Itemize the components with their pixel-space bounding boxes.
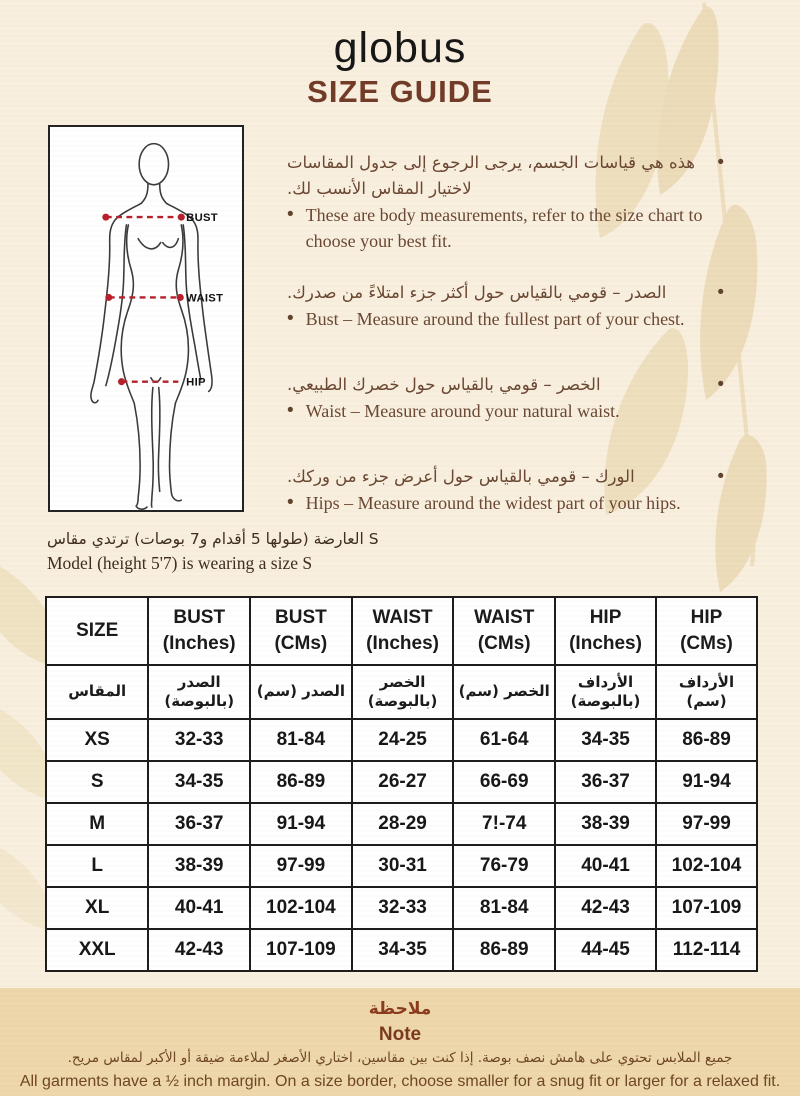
value-cell: 30-31 [352, 845, 454, 887]
table-row [46, 929, 757, 971]
table-header-ar-row [46, 665, 757, 719]
value-cell: 40-41 [148, 887, 250, 929]
bullet-icon: • [717, 152, 724, 173]
value-cell: 61-64 [453, 719, 555, 761]
model-note [47, 528, 747, 575]
value-cell: 107-109 [656, 887, 757, 929]
value-cell: 38-39 [148, 845, 250, 887]
bullet-icon: • [287, 400, 294, 421]
waist-label: WAIST [186, 292, 224, 305]
value-cell: 86-89 [250, 761, 352, 803]
header-cell-ar: الصدر (سم) [250, 665, 352, 719]
table-header-en-row [46, 597, 757, 665]
size-cell: XS [46, 719, 148, 761]
page-title: SIZE GUIDE [307, 74, 493, 109]
value-cell: 7!-74 [453, 803, 555, 845]
bullet-text: Waist – Measure around your natural waist. [305, 401, 620, 421]
header-cell: BUST (Inches) [148, 597, 250, 665]
table-row [46, 761, 757, 803]
value-cell: 38-39 [555, 803, 656, 845]
table-row [46, 845, 757, 887]
size-cell: XL [46, 887, 148, 929]
value-cell: 42-43 [555, 887, 656, 929]
bust-label: BUST [186, 212, 218, 225]
bullet-icon: • [717, 466, 724, 487]
value-cell: 34-35 [555, 719, 656, 761]
bullet-item [287, 202, 724, 254]
bullet-icon: • [287, 308, 294, 329]
note-band [0, 988, 800, 1096]
header-cell: WAIST (Inches) [352, 597, 454, 665]
bullet-icon: • [717, 282, 724, 303]
value-cell: 24-25 [352, 719, 454, 761]
value-cell: 32-33 [148, 719, 250, 761]
value-cell: 36-37 [555, 761, 656, 803]
header-cell: HIP (CMs) [656, 597, 757, 665]
header-cell-ar: المقاس [46, 665, 148, 719]
size-cell: S [46, 761, 148, 803]
value-cell: 81-84 [453, 887, 555, 929]
note-body-ar: جميع الملابس تحتوي على هامش نصف بوصة. إذا كنت بين مقاسين، اختاري الأصغر لملاءمة ضيقة أو الأكبر لمقاس مريح. [67, 1050, 733, 1066]
header-cell-ar: الصدر (بالبوصة) [148, 665, 250, 719]
header-cell-ar: الأرداف (سم) [656, 665, 757, 719]
value-cell: 28-29 [352, 803, 454, 845]
size-table [45, 596, 758, 972]
note-title-ar: ملاحظة [368, 999, 432, 1019]
bullet-item [287, 306, 724, 332]
value-cell: 76-79 [453, 845, 555, 887]
bullet-icon: • [287, 204, 294, 225]
figure-box [48, 125, 244, 512]
bullet-text: الورك – قومي بالقياس حول أعرض جزء من وركك. [287, 467, 635, 486]
bullet-text: الصدر – قومي بالقياس حول أكثر جزء امتلاءً من صدرك. [287, 283, 667, 302]
value-cell: 42-43 [148, 929, 250, 971]
bullet-item [287, 150, 724, 202]
size-cell: M [46, 803, 148, 845]
size-cell: XXL [46, 929, 148, 971]
model-note-ar: العارضة (طولها 5 أقدام و7 بوصات) ترتدي مقاس S [47, 530, 379, 548]
bullet-item [287, 398, 724, 424]
value-cell: 102-104 [250, 887, 352, 929]
bullet-text: الخصر – قومي بالقياس حول خصرك الطبيعي. [287, 375, 601, 394]
value-cell: 44-45 [555, 929, 656, 971]
header-cell: WAIST (CMs) [453, 597, 555, 665]
bullet-text: These are body measurements, refer to the size chart to choose your best fit. [305, 205, 703, 251]
value-cell: 86-89 [656, 719, 757, 761]
size-cell: L [46, 845, 148, 887]
header-cell: HIP (Inches) [555, 597, 656, 665]
value-cell: 34-35 [148, 761, 250, 803]
note-body-en: All garments have a ½ inch margin. On a size border, choose smaller for a snug fit or larger for a relaxed fit. [19, 1073, 781, 1090]
value-cell: 91-94 [656, 761, 757, 803]
header-cell: SIZE [46, 597, 148, 665]
table-row [46, 803, 757, 845]
header-cell: BUST (CMs) [250, 597, 352, 665]
bullet-item [287, 490, 724, 516]
value-cell: 86-89 [453, 929, 555, 971]
value-cell: 112-114 [656, 929, 757, 971]
value-cell: 102-104 [656, 845, 757, 887]
bullet-item [287, 280, 724, 306]
header-cell-ar: الخصر (بالبوصة) [352, 665, 454, 719]
header-cell-ar: الخصر (سم) [453, 665, 555, 719]
table-row [46, 887, 757, 929]
bullet-icon: • [287, 492, 294, 513]
bullet-text: هذه هي قياسات الجسم، يرجى الرجوع إلى جدول المقاسات لاختيار المقاس الأنسب لك. [287, 153, 696, 198]
value-cell: 26-27 [352, 761, 454, 803]
value-cell: 34-35 [352, 929, 454, 971]
value-cell: 40-41 [555, 845, 656, 887]
hip-label: HIP [186, 376, 206, 389]
value-cell: 97-99 [250, 845, 352, 887]
bullet-item [287, 372, 724, 398]
bullet-icon: • [717, 374, 724, 395]
bullet-list [287, 150, 724, 516]
note-title-en: Note [378, 1024, 422, 1045]
mannequin-figure [50, 127, 242, 510]
value-cell: 107-109 [250, 929, 352, 971]
value-cell: 91-94 [250, 803, 352, 845]
value-cell: 66-69 [453, 761, 555, 803]
bullet-text: Hips – Measure around the widest part of your hips. [305, 493, 681, 513]
header-cell-ar: الأرداف (بالبوصة) [555, 665, 656, 719]
value-cell: 81-84 [250, 719, 352, 761]
bullet-item [287, 464, 724, 490]
value-cell: 97-99 [656, 803, 757, 845]
brand-logo: globus [333, 24, 467, 72]
value-cell: 36-37 [148, 803, 250, 845]
table-row [46, 719, 757, 761]
model-note-en: Model (height 5'7) is wearing a size S [47, 553, 313, 573]
value-cell: 32-33 [352, 887, 454, 929]
bullet-text: Bust – Measure around the fullest part of your chest. [305, 309, 685, 329]
